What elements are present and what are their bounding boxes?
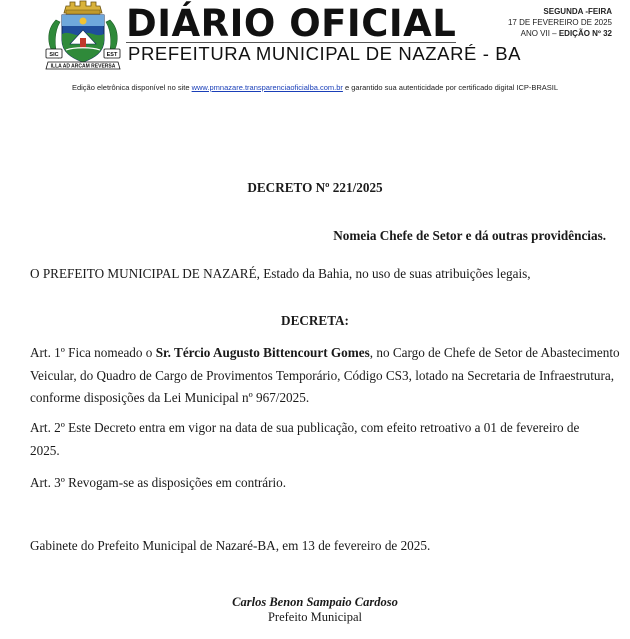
gazette-subtitle: PREFEITURA MUNICIPAL DE NAZARÉ - BA [128,43,522,64]
article-1-line-3: conforme disposições da Lei Municipal nº 967/2025. [30,390,310,405]
crest-motto-ribbon [46,62,120,70]
edition-date: 17 DE FEVEREIRO DE 2025 [507,18,612,27]
article-1-line-1 [30,342,620,365]
decree-preamble: O PREFEITO MUNICIPAL DE NAZARÉ, Estado da Bahia, no uso de suas atribuições legais, [30,266,531,281]
decree-title: DECRETO Nº 221/2025 [247,180,383,195]
edition-weekday: SEGUNDA -FEIRA [543,7,612,16]
gabinete-dateline: Gabinete do Prefeito Municipal de Nazaré-BA, em 13 de fevereiro de 2025. [30,538,431,553]
crest-motto: ILLA AD ARCAM REVERSA [50,63,116,70]
article-1 [30,342,620,410]
appointee-name: Sr. Tércio Augusto Bittencourt Gomes [155,345,370,360]
article-3 [30,472,610,495]
edition-year: ANO VII – [520,29,559,38]
article-1-line-2: Veicular, do Quadro de Cargo de Provimentos Temporário, Código CS3, lotado na Secretaria de Infraestrutura, [30,367,615,383]
article-2-line-1: Art. 2º Este Decreto entra em vigor na data de sua publicação, com efeito retroativo a 01 de fevereiro de [30,420,580,435]
signer-role: Prefeito Municipal [267,610,363,624]
gazette-title: DIÁRIO OFICIAL [126,2,457,45]
article-2 [30,417,610,462]
edition-info [508,6,612,39]
article-2-line-2: 2025. [30,442,60,458]
masthead [0,0,630,80]
article-1-prefix: Art. 1º Fica nomeado o [30,345,156,360]
signer-name: Carlos Benon Sampaio Cardoso [232,595,398,609]
crest-right-word: EST [106,52,118,58]
mural-crown-icon [64,1,102,14]
article-1-suffix: , no Cargo de Chefe de Setor de Abastecimento [369,345,620,360]
edition-issue [508,28,612,39]
article-3-line-1: Art. 3º Revogam-se as disposições em contrário. [30,475,287,490]
decreta-heading: DECRETA: [281,313,349,328]
digital-edition-notice [0,83,630,93]
notice-text-after: e garantido sua autenticidade por certificado digital ICP-BRASIL [342,83,559,92]
decree-ementa: Nomeia Chefe de Setor e dá outras providências. [333,228,606,243]
municipal-coat-of-arms [42,0,124,76]
crest-left-word: SIC [49,52,59,58]
edition-number: EDIÇÃO Nº 32 [558,29,612,38]
shield-icon [62,15,104,62]
transparency-site-link[interactable]: www.pmnazare.transparenciaoficialba.com.br [191,83,343,92]
notice-text-before: Edição eletrônica disponível no site [71,83,192,92]
